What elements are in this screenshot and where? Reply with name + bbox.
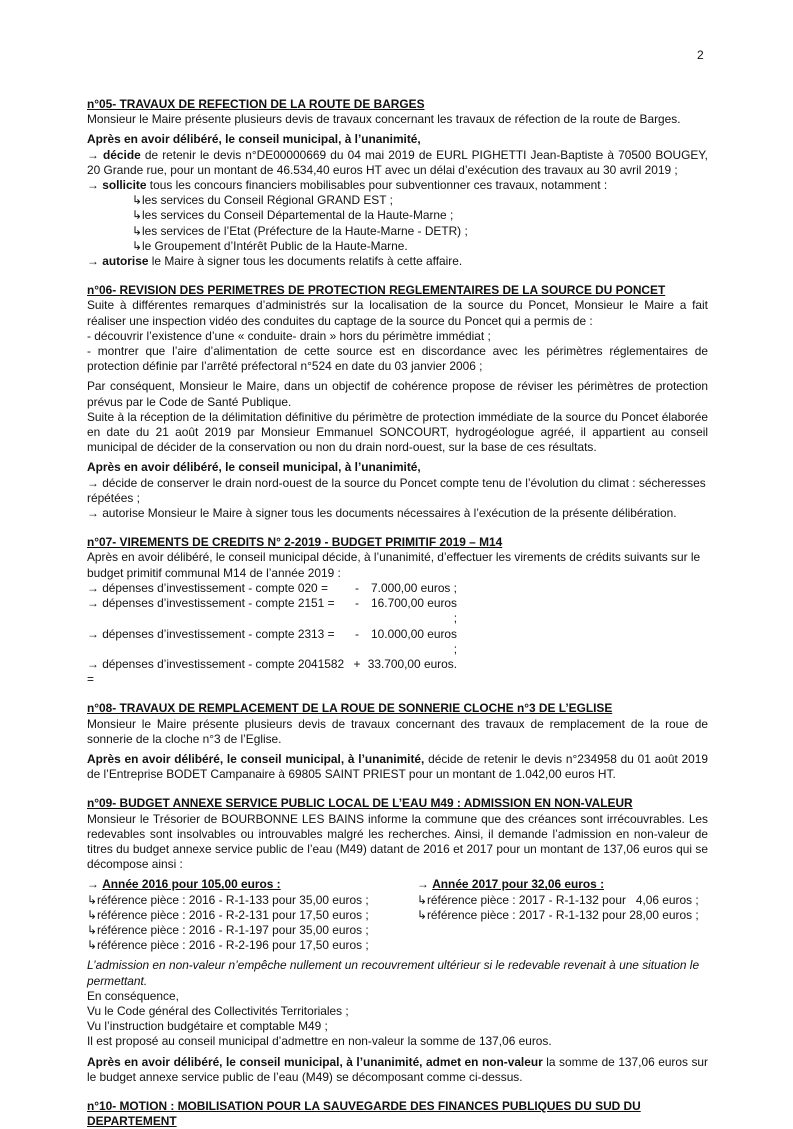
subitem-arrow-icon: ↳ (132, 238, 142, 253)
document-body (87, 97, 708, 1129)
list-item: ↳référence pièce : 2017 - R-1-132 pour 28,00 euros ; (417, 907, 699, 922)
list-item: ↳référence pièce : 2016 - R-1-133 pour 35,00 euros ; (87, 892, 369, 907)
arrow-icon: → (87, 147, 99, 162)
references-2017: → Année 2017 pour 32,06 euros : ↳référence pièce : 2017 - R-1-132 pour 4,06 euros ; ↳référence pièce : 2017 - R-1-132 pour 28,00 euros ; (417, 877, 708, 953)
decision-heading: Après en avoir délibéré, le conseil municipal, à l’unanimité, (87, 460, 421, 475)
list-item: ↳référence pièce : 2017 - R-1-132 pour 4,06 euros ; (417, 892, 699, 907)
subitem-arrow-icon: ↳ (417, 892, 427, 907)
decision-line: → autorise le Maire à signer tous les documents relatifs à cette affaire. (87, 254, 463, 269)
list-item: ↳les services de l’Etat (Préfecture de la Haute-Marne - DETR) ; (132, 223, 468, 238)
subitem-arrow-icon: ↳ (87, 922, 97, 937)
credit-row: → dépenses d’investissement - compte 020 = - 7.000,00 euros ; (87, 580, 457, 595)
paragraph: Monsieur le Maire présente plusieurs devis de travaux concernant les travaux de réfection de la route de Barges. (87, 112, 681, 127)
arrow-icon: → (87, 626, 99, 641)
decision-line: → sollicite tous les concours financiers mobilisables pour subventionner ces travaux, notamment : (87, 178, 608, 193)
subitem-arrow-icon: ↳ (132, 208, 142, 223)
section-06 (87, 283, 708, 521)
list-item: ↳les services du Conseil Régional GRAND EST ; (132, 193, 393, 208)
arrow-icon: → (87, 475, 99, 490)
list-item: ↳les services du Conseil Départemental de la Haute-Marne ; (132, 208, 454, 223)
section-title: n°09- BUDGET ANNEXE SERVICE PUBLIC LOCAL DE L’EAU M49 : ADMISSION EN NON-VALEUR (87, 796, 633, 811)
subitem-arrow-icon: ↳ (87, 907, 97, 922)
arrow-icon: → (87, 580, 99, 595)
decision-line: → décide de conserver le drain nord-ouest de la source du Poncet compte tenu de l’évolution du climat : sécheresses répétées ; (87, 475, 706, 505)
credit-row: → dépenses d’investissement - compte 2151 = - 16.700,00 euros ; (87, 596, 457, 626)
arrow-icon: → (87, 178, 99, 193)
list-item: ↳référence pièce : 2016 - R-2-196 pour 17,50 euros ; (87, 938, 369, 953)
subitem-arrow-icon: ↳ (417, 907, 427, 922)
paragraph: Monsieur le Maire présente plusieurs devis de travaux concernant des travaux de remplacement de la roue de sonnerie de la cloche n°3 de l’Eglise. (87, 716, 708, 746)
decision-line: → autorise Monsieur le Maire à signer tous les documents nécessaires à l’exécution de la présente délibération. (87, 506, 677, 521)
section-09 (87, 796, 708, 1085)
paragraph: Par conséquent, Monsieur le Maire, dans un objectif de cohérence propose de réviser les périmètres de protection prévus par le Code de Santé Publique. (87, 379, 708, 409)
arrow-icon: → (417, 877, 429, 892)
arrow-icon: → (87, 506, 99, 521)
italic-note: L’admission en non-valeur n’empêche nullement un recouvrement ultérieur si le redevable revenait à une situation le permettant. (87, 958, 700, 988)
paragraph: Monsieur le Trésorier de BOURBONNE LES BAINS informe la commune que des créances sont irrécouvrables. Les redevables sont insolvables ou introuvables malgré les recherches. Ainsi, il demande l’admission en non-valeur de titres du budget annexe service public de l’eau (M49) datant de 2016 et 2017 pour un montant de 137,06 euros qui se décompose ainsi : (87, 811, 708, 872)
references-2016: → Année 2016 pour 105,00 euros : ↳référence pièce : 2016 - R-1-133 pour 35,00 euros ; ↳référence pièce : 2016 - R-2-131 pour 17,50 euros ; ↳référence pièce : 2016 - R-1-197 pour 35,00 euros ; ↳référence pièce : 2016 - R-2-196 pour 17,50 euros ; (87, 877, 417, 953)
subitem-arrow-icon: ↳ (132, 223, 142, 238)
section-10 (87, 1099, 708, 1129)
subitem-arrow-icon: ↳ (87, 938, 97, 953)
section-title: n°10- MOTION : MOBILISATION POUR LA SAUVEGARDE DES FINANCES PUBLIQUES DU SUD DU DEPARTEMENT (87, 1098, 641, 1129)
credit-row: → dépenses d’investissement - compte 2313 = - 10.000,00 euros ; (87, 626, 457, 656)
subitem-arrow-icon: ↳ (87, 892, 97, 907)
paragraph: En conséquence, (87, 988, 179, 1003)
arrow-icon: → (87, 656, 99, 671)
section-title: n°08- TRAVAUX DE REMPLACEMENT DE LA ROUE DE SONNERIE CLOCHE n°3 DE L’EGLISE (87, 701, 613, 716)
section-08 (87, 701, 708, 782)
arrow-icon: → (87, 254, 99, 269)
references-columns (87, 877, 708, 953)
subitem-arrow-icon: ↳ (132, 193, 142, 208)
paragraph: - découvrir l’existence d’une « conduite- drain » hors du périmètre immédiat ; (87, 328, 491, 343)
page-number: 2 (697, 48, 704, 62)
list-item: ↳référence pièce : 2016 - R-2-131 pour 17,50 euros ; (87, 907, 369, 922)
decision-line: Après en avoir délibéré, le conseil municipal, à l’unanimité, décide de retenir le devis n°234958 du 01 août 2019 de l’Entreprise BODET Campanaire à 69805 SAINT PRIEST pour un montant de 1.042,00 euros HT. (87, 751, 708, 782)
paragraph: Il est proposé au conseil municipal d’admettre en non-valeur la somme de 137,06 euros. (87, 1034, 552, 1049)
paragraph: Vu l’instruction budgétaire et comptable M49 ; (87, 1019, 328, 1034)
decision-line: Après en avoir délibéré, le conseil municipal, à l’unanimité, admet en non-valeur la somme de 137,06 euros sur le budget annexe service public de l’eau (M49) se décomposant comme ci-dessus. (87, 1054, 708, 1084)
paragraph: Suite à différentes remarques d’administrés sur la localisation de la source du Poncet, Monsieur le Maire a fait réaliser une inspection vidéo des conduites du captage de la source du Poncet qui a permis de : (87, 298, 708, 328)
list-item: ↳le Groupement d’Intérêt Public de la Haute-Marne. (132, 238, 408, 253)
section-title: n°06- REVISION DES PERIMETRES DE PROTECTION REGLEMENTAIRES DE LA SOURCE DU PONCET (87, 283, 666, 298)
paragraph: Après en avoir délibéré, le conseil municipal décide, à l’unanimité, d’effectuer les virements de crédits suivants sur le budget primitif communal M14 de l’année 2019 : (87, 550, 701, 580)
arrow-icon: → (87, 596, 99, 611)
paragraph: Vu le Code général des Collectivités Territoriales ; (87, 1003, 349, 1018)
credit-row: → dépenses d’investissement - compte 2041582 = + 33.700,00 euros. (87, 656, 457, 687)
arrow-icon: → (87, 877, 99, 892)
section-05 (87, 97, 708, 269)
section-07 (87, 535, 708, 687)
decision-line: → décide de retenir le devis n°DE00000669 du 04 mai 2019 de EURL PIGHETTI Jean-Baptiste à 70500 BOUGEY, 20 Grande rue, pour un montant de 46.534,40 euros HT avec un délai d’exécution des travaux au 30 avril 2019 ; (87, 147, 708, 177)
paragraph: - montrer que l’aire d’alimentation de cette source est en discordance avec les périmètres réglementaires de protection définie par l’arrêté préfectoral n°524 en date du 03 janvier 2006 ; (87, 344, 708, 374)
section-title: n°07- VIREMENTS DE CREDITS N° 2-2019 - BUDGET PRIMITIF 2019 – M14 (87, 535, 503, 550)
decision-heading: Après en avoir délibéré, le conseil municipal, à l’unanimité, (87, 132, 421, 147)
list-item: ↳référence pièce : 2016 - R-1-197 pour 35,00 euros ; (87, 922, 369, 937)
section-title: n°05- TRAVAUX DE REFECTION DE LA ROUTE DE BARGES (87, 97, 425, 111)
paragraph: Suite à la réception de la délimitation définitive du périmètre de protection immédiate de la source du Poncet élaborée en date du 21 août 2019 par Monsieur Emmanuel SONCOURT, hydrogéologue agréé, il appartient au conseil municipal de décider de la conservation ou non du drain nord-ouest, sur la base de ces résultats. (87, 409, 708, 455)
